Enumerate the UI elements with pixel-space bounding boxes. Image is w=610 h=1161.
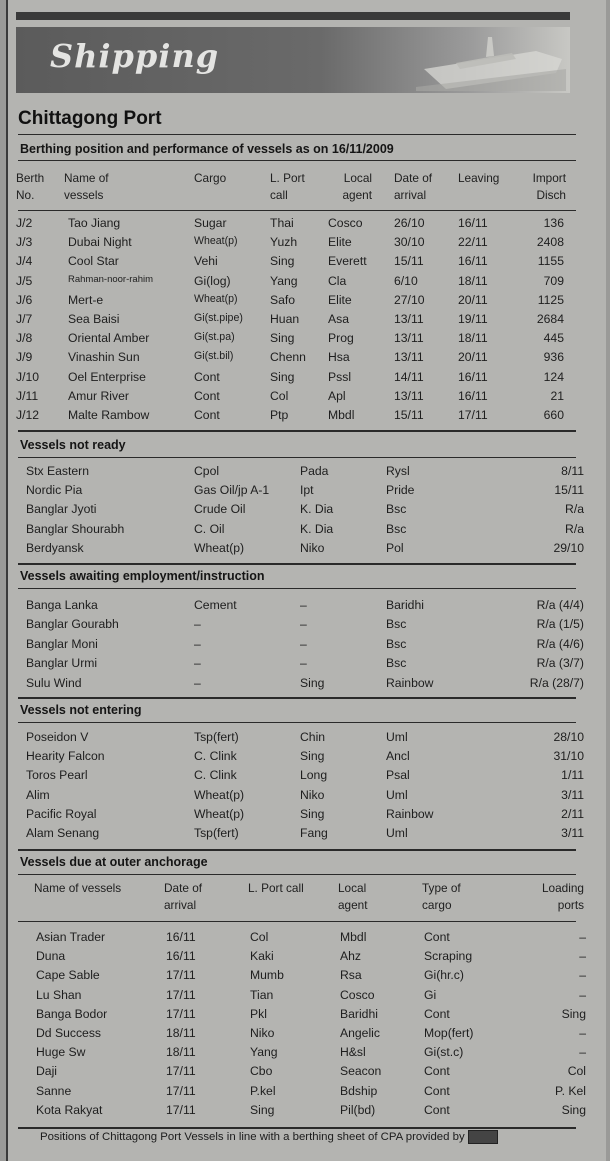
outer-cell-name: Dd Success bbox=[36, 1026, 102, 1040]
outer-cell-lport: Mumb bbox=[250, 968, 284, 983]
not_ready-cell-cargo: Gas Oil/jp A-1 bbox=[194, 483, 270, 498]
not_entering-cell-name: Alim bbox=[26, 787, 50, 802]
awaiting-cell-name: Banglar Gourabh bbox=[26, 617, 119, 632]
provider-logo-icon bbox=[468, 1130, 498, 1144]
divider bbox=[18, 210, 576, 211]
divider bbox=[18, 563, 576, 565]
berthing-cell-import: 660 bbox=[543, 408, 564, 422]
berthing-cell-lport: Col bbox=[270, 388, 289, 403]
awaiting-cell-agent: Baridhi bbox=[386, 598, 424, 612]
not_entering-cell-lport: Sing bbox=[300, 749, 325, 764]
not_ready-cell-agent: Pride bbox=[386, 483, 415, 498]
not_entering-cell-lport: Long bbox=[300, 768, 328, 783]
awaiting-cell-date: R/a (28/7) bbox=[529, 675, 584, 690]
berthing-cell-arrival: 6/10 bbox=[394, 273, 418, 288]
berthing-cell-leaving: 19/11 bbox=[458, 312, 488, 326]
not_entering-cell-cargo: C. Clink bbox=[194, 749, 237, 764]
divider bbox=[18, 160, 576, 161]
outer-cell-arrival: 17/11 bbox=[166, 1064, 196, 1079]
not_entering-cell-agent: Ancl bbox=[386, 749, 410, 764]
berthing-cell-berth: J/6 bbox=[16, 292, 33, 307]
berthing-cell-leaving: 16/11 bbox=[458, 254, 488, 269]
awaiting-cell-agent: Rainbow bbox=[386, 675, 434, 690]
not_ready-cell-name: Stx Eastern bbox=[26, 464, 89, 478]
not_ready-cell-date: 29/10 bbox=[553, 540, 584, 555]
berthing-cell-arrival: 15/11 bbox=[394, 408, 424, 422]
berthing-cell-name: Cool Star bbox=[68, 254, 119, 269]
berthing-cell-agent: Everett bbox=[328, 254, 367, 269]
outer-cell-lport: Niko bbox=[250, 1026, 275, 1040]
berthing-cell-agent: Cla bbox=[328, 273, 347, 288]
header-vessel-name: Name of vessels bbox=[34, 881, 122, 895]
header-import-disch: Import Disch bbox=[532, 171, 566, 202]
outer-cell-arrival: 17/11 bbox=[166, 968, 196, 983]
not_ready-cell-date: R/a bbox=[565, 521, 584, 536]
outer-cell-loading: – bbox=[579, 949, 586, 964]
not_entering-cell-lport: Chin bbox=[300, 730, 326, 744]
awaiting-cell-agent: Bsc bbox=[386, 617, 407, 632]
berthing-cell-arrival: 26/10 bbox=[394, 216, 425, 230]
berthing-cell-name: Vinashin Sun bbox=[68, 350, 140, 365]
outer-cell-loading: Sing bbox=[561, 1102, 586, 1117]
berthing-cell-berth: J/4 bbox=[16, 254, 33, 269]
not_ready-cell-date: 15/11 bbox=[554, 483, 584, 498]
not_entering-cell-date: 2/11 bbox=[561, 806, 584, 821]
header-leaving: Leaving bbox=[458, 171, 500, 185]
header-cargo: Cargo bbox=[194, 171, 227, 185]
berthing-cell-lport: Yang bbox=[270, 273, 298, 288]
berthing-cell-name: Oel Enterprise bbox=[68, 369, 146, 384]
berthing-cell-cargo: Cont bbox=[194, 388, 220, 403]
outer-cell-name: Daji bbox=[36, 1064, 57, 1079]
berthing-cell-agent: Apl bbox=[328, 388, 346, 403]
berthing-cell-cargo: Gi(st.bil) bbox=[194, 350, 234, 363]
outer-cell-lport: Cbo bbox=[250, 1064, 273, 1079]
footer-text: Positions of Chittagong Port Vessels in line with a berthing sheet of CPA provided by bbox=[40, 1131, 465, 1144]
berthing-cell-import: 2408 bbox=[536, 235, 564, 250]
awaiting-cell-lport: – bbox=[300, 636, 307, 651]
berthing-cell-arrival: 13/11 bbox=[394, 312, 424, 326]
divider bbox=[18, 849, 576, 851]
berthing-cell-arrival: 30/10 bbox=[394, 235, 425, 250]
berthing-cell-agent: Elite bbox=[328, 292, 352, 307]
outer-cell-agent: Bdship bbox=[340, 1083, 378, 1098]
berthing-cell-lport: Sing bbox=[270, 254, 295, 269]
outer-cell-agent: Mbdl bbox=[340, 930, 367, 944]
berthing-cell-import: 136 bbox=[543, 216, 564, 230]
not_entering-cell-date: 31/10 bbox=[553, 749, 584, 764]
not_entering-cell-agent: Rainbow bbox=[386, 806, 434, 821]
berthing-cell-berth: J/3 bbox=[16, 235, 33, 250]
awaiting-cell-cargo: – bbox=[194, 675, 201, 690]
outer-cell-agent: Baridhi bbox=[340, 1006, 378, 1021]
divider bbox=[18, 430, 576, 432]
not_ready-cell-agent: Bsc bbox=[386, 521, 407, 536]
not_ready-cell-lport: K. Dia bbox=[300, 502, 334, 517]
outer-cell-lport: Sing bbox=[250, 1102, 275, 1117]
not_entering-cell-name: Alam Senang bbox=[26, 826, 100, 840]
not_entering-cell-cargo: Tsp(fert) bbox=[194, 826, 239, 840]
not_entering-cell-cargo: Wheat(p) bbox=[194, 787, 245, 802]
header-local-agent: Local agent bbox=[338, 881, 368, 912]
outer-cell-arrival: 17/11 bbox=[166, 1006, 196, 1021]
berthing-cell-name: Malte Rambow bbox=[68, 408, 150, 422]
outer-cell-loading: – bbox=[579, 930, 586, 944]
berthing-cell-leaving: 16/11 bbox=[458, 369, 488, 384]
not_entering-cell-agent: Uml bbox=[386, 826, 408, 840]
header-arrival: Date of arrival bbox=[164, 881, 203, 912]
not_ready-cell-date: 8/11 bbox=[561, 464, 584, 478]
berthing-cell-lport: Huan bbox=[270, 312, 300, 326]
outer-cell-loading: – bbox=[579, 987, 586, 1002]
header-berth: Berth No. bbox=[16, 171, 45, 202]
berthing-cell-name: Rahman-noor-rahim bbox=[68, 273, 154, 285]
awaiting-cell-date: R/a (4/6) bbox=[536, 636, 584, 651]
berthing-cell-agent: Hsa bbox=[328, 350, 350, 365]
outer-cell-arrival: 17/11 bbox=[166, 987, 196, 1002]
awaiting-cell-cargo: Cement bbox=[194, 598, 237, 612]
outer-cell-agent: Pil(bd) bbox=[340, 1102, 376, 1117]
berthing-cell-arrival: 13/11 bbox=[394, 331, 424, 346]
outer-cell-type: Cont bbox=[424, 1006, 450, 1021]
awaiting-cell-cargo: – bbox=[194, 617, 201, 632]
not_entering-cell-agent: Psal bbox=[386, 768, 410, 783]
not_entering-cell-name: Toros Pearl bbox=[26, 768, 88, 783]
outer-cell-lport: Kaki bbox=[250, 949, 274, 964]
outer-cell-name: Asian Trader bbox=[36, 930, 106, 944]
outer-cell-lport: Col bbox=[250, 930, 269, 944]
berthing-cell-leaving: 20/11 bbox=[458, 292, 488, 307]
not_entering-cell-date: 3/11 bbox=[561, 787, 584, 802]
berthing-cell-berth: J/10 bbox=[16, 369, 40, 384]
outer-cell-type: Cont bbox=[424, 930, 450, 944]
awaiting-section-title: Vessels awaiting employment/instruction bbox=[20, 569, 265, 583]
outer-cell-name: Kota Rakyat bbox=[36, 1102, 103, 1117]
outer-cell-name: Sanne bbox=[36, 1083, 72, 1098]
not_ready-cell-name: Berdyansk bbox=[26, 540, 84, 555]
not_ready-cell-cargo: Wheat(p) bbox=[194, 540, 245, 555]
berthing-cell-import: 709 bbox=[543, 273, 564, 288]
awaiting-cell-date: R/a (3/7) bbox=[536, 656, 584, 671]
berthing-cell-lport: Thai bbox=[270, 216, 294, 230]
berthing-cell-cargo: Wheat(p) bbox=[194, 292, 238, 305]
outer-cell-type: Mop(fert) bbox=[424, 1026, 474, 1040]
berthing-cell-leaving: 17/11 bbox=[458, 408, 488, 422]
outer-cell-arrival: 16/11 bbox=[166, 949, 196, 964]
berthing-cell-lport: Chenn bbox=[270, 350, 306, 365]
berthing-cell-berth: J/7 bbox=[16, 312, 33, 326]
not_entering-cell-name: Poseidon V bbox=[26, 730, 89, 744]
berthing-cell-leaving: 16/11 bbox=[458, 216, 488, 230]
not_ready-cell-lport: Niko bbox=[300, 540, 325, 555]
berthing-cell-cargo: Gi(st.pa) bbox=[194, 331, 235, 344]
divider bbox=[18, 722, 576, 723]
port-title: Chittagong Port bbox=[18, 108, 162, 129]
outer-cell-agent: Rsa bbox=[340, 968, 362, 983]
header-arrival: Date of arrival bbox=[394, 171, 433, 202]
berthing-cell-leaving: 20/11 bbox=[458, 350, 488, 365]
top-bar bbox=[16, 12, 570, 20]
not_ready-cell-agent: Pol bbox=[386, 540, 404, 555]
berthing-cell-arrival: 14/11 bbox=[394, 369, 424, 384]
divider bbox=[18, 588, 576, 589]
awaiting-cell-cargo: – bbox=[194, 636, 201, 651]
outer-cell-agent: H&sl bbox=[340, 1045, 366, 1060]
awaiting-cell-agent: Bsc bbox=[386, 636, 407, 651]
not_entering-cell-date: 1/11 bbox=[561, 768, 584, 783]
berthing-cell-lport: Sing bbox=[270, 369, 295, 384]
outer-cell-loading: Col bbox=[567, 1064, 586, 1079]
awaiting-cell-name: Banglar Moni bbox=[26, 636, 98, 651]
outer-cell-type: Scraping bbox=[424, 949, 473, 964]
header-l-port: L. Port call bbox=[248, 881, 304, 895]
not_entering-cell-name: Hearity Falcon bbox=[26, 749, 105, 764]
berthing-cell-cargo: Wheat(p) bbox=[194, 235, 238, 248]
not_entering-cell-date: 3/11 bbox=[561, 826, 584, 840]
outer-cell-loading: – bbox=[579, 1026, 586, 1040]
berthing-cell-name: Oriental Amber bbox=[68, 331, 150, 346]
outer-cell-type: Gi(st.c) bbox=[424, 1045, 464, 1060]
awaiting-cell-name: Banga Lanka bbox=[26, 598, 98, 612]
berthing-cell-lport: Sing bbox=[270, 331, 295, 346]
berthing-cell-name: Tao Jiang bbox=[68, 216, 121, 230]
not_entering-cell-agent: Uml bbox=[386, 730, 408, 744]
berthing-cell-cargo: Gi(log) bbox=[194, 273, 231, 288]
header-loading-ports: Loading ports bbox=[542, 881, 584, 912]
not_ready-cell-name: Nordic Pia bbox=[26, 483, 83, 498]
not_ready-cell-cargo: C. Oil bbox=[194, 521, 225, 536]
berthing-cell-import: 936 bbox=[543, 350, 564, 365]
not_ready-cell-cargo: Cpol bbox=[194, 464, 220, 478]
awaiting-cell-lport: – bbox=[300, 598, 307, 612]
berthing-cell-leaving: 18/11 bbox=[458, 331, 488, 346]
not_ready-cell-agent: Rysl bbox=[386, 464, 410, 478]
outer-cell-name: Banga Bodor bbox=[36, 1006, 108, 1021]
berthing-cell-agent: Elite bbox=[328, 235, 352, 250]
outer-cell-agent: Seacon bbox=[340, 1064, 382, 1079]
berthing-cell-arrival: 27/10 bbox=[394, 292, 425, 307]
not_ready-section-title: Vessels not ready bbox=[20, 438, 126, 452]
berthing-cell-import: 1155 bbox=[537, 254, 564, 269]
berthing-cell-cargo: Gi(st.pipe) bbox=[194, 312, 243, 324]
not_entering-cell-date: 28/10 bbox=[553, 730, 584, 744]
outer-cell-agent: Ahz bbox=[340, 949, 362, 964]
berthing-section-title: Berthing position and performance of vessels as on 16/11/2009 bbox=[20, 142, 394, 156]
berthing-cell-berth: J/9 bbox=[16, 350, 33, 365]
outer-cell-arrival: 18/11 bbox=[166, 1026, 196, 1040]
outer-cell-arrival: 18/11 bbox=[166, 1045, 196, 1060]
berthing-cell-name: Amur River bbox=[68, 388, 129, 403]
banner-title: Shipping bbox=[50, 37, 220, 75]
not_entering-cell-cargo: Wheat(p) bbox=[194, 806, 245, 821]
divider bbox=[18, 921, 576, 922]
berthing-cell-name: Sea Baisi bbox=[68, 312, 120, 326]
not_entering-cell-cargo: Tsp(fert) bbox=[194, 730, 239, 744]
outer-cell-lport: P.kel bbox=[250, 1083, 276, 1098]
outer-cell-arrival: 16/11 bbox=[166, 930, 196, 944]
outer-section-title: Vessels due at outer anchorage bbox=[20, 855, 208, 869]
berthing-cell-agent: Asa bbox=[328, 312, 350, 326]
berthing-cell-leaving: 16/11 bbox=[458, 388, 488, 403]
not_entering-cell-cargo: C. Clink bbox=[194, 768, 237, 783]
berthing-cell-lport: Yuzh bbox=[270, 235, 298, 250]
outer-cell-lport: Yang bbox=[250, 1045, 278, 1060]
berthing-cell-lport: Safo bbox=[270, 292, 296, 307]
berthing-cell-import: 2684 bbox=[536, 312, 564, 326]
berthing-cell-arrival: 13/11 bbox=[394, 350, 424, 365]
berthing-cell-name: Mert-e bbox=[68, 292, 104, 307]
berthing-cell-cargo: Cont bbox=[194, 408, 220, 422]
berthing-cell-cargo: Cont bbox=[194, 369, 220, 384]
outer-cell-lport: Pkl bbox=[250, 1006, 267, 1021]
berthing-cell-arrival: 15/11 bbox=[394, 254, 424, 269]
outer-cell-type: Cont bbox=[424, 1102, 450, 1117]
divider bbox=[18, 1127, 576, 1129]
outer-cell-type: Gi(hr.c) bbox=[424, 968, 464, 983]
berthing-cell-import: 445 bbox=[543, 331, 564, 346]
outer-cell-name: Lu Shan bbox=[36, 987, 82, 1002]
header-vessel-name: Name of vessels bbox=[64, 171, 109, 202]
awaiting-cell-name: Banglar Urmi bbox=[26, 656, 98, 671]
berthing-cell-leaving: 22/11 bbox=[458, 235, 488, 250]
ship-illustration bbox=[416, 29, 566, 91]
berthing-cell-berth: J/5 bbox=[16, 273, 33, 288]
berthing-cell-leaving: 18/11 bbox=[458, 273, 488, 288]
outer-cell-loading: – bbox=[579, 968, 586, 983]
not_ready-cell-lport: K. Dia bbox=[300, 521, 334, 536]
outer-cell-loading: P. Kel bbox=[555, 1083, 586, 1098]
outer-cell-agent: Cosco bbox=[340, 987, 375, 1002]
outer-cell-lport: Tian bbox=[250, 987, 274, 1002]
berthing-cell-cargo: Sugar bbox=[194, 216, 227, 230]
awaiting-cell-date: R/a (4/4) bbox=[536, 598, 584, 612]
outer-cell-type: Cont bbox=[424, 1083, 450, 1098]
berthing-cell-berth: J/8 bbox=[16, 331, 33, 346]
awaiting-cell-cargo: – bbox=[194, 656, 201, 671]
berthing-cell-arrival: 13/11 bbox=[394, 388, 424, 403]
berthing-cell-berth: J/11 bbox=[16, 388, 39, 403]
divider bbox=[18, 457, 576, 458]
outer-cell-name: Huge Sw bbox=[36, 1045, 86, 1060]
divider bbox=[18, 874, 576, 875]
not_ready-cell-name: Banglar Shourabh bbox=[26, 521, 125, 536]
berthing-cell-agent: Pssl bbox=[328, 369, 352, 384]
newspaper-page bbox=[6, 0, 606, 1161]
not_ready-cell-lport: Ipt bbox=[300, 483, 314, 498]
not_entering-cell-lport: Niko bbox=[300, 787, 325, 802]
awaiting-cell-lport: – bbox=[300, 617, 307, 632]
awaiting-cell-agent: Bsc bbox=[386, 656, 407, 671]
berthing-cell-agent: Cosco bbox=[328, 216, 363, 230]
outer-cell-arrival: 17/11 bbox=[166, 1083, 196, 1098]
not_ready-cell-agent: Bsc bbox=[386, 502, 407, 517]
berthing-cell-berth: J/2 bbox=[16, 216, 33, 230]
berthing-cell-import: 1125 bbox=[537, 292, 564, 307]
awaiting-cell-lport: Sing bbox=[300, 675, 325, 690]
not_ready-cell-lport: Pada bbox=[300, 464, 329, 478]
section-banner bbox=[16, 27, 570, 93]
outer-cell-type: Gi bbox=[424, 987, 437, 1002]
header-l-port: L. Port call bbox=[270, 171, 305, 202]
not_entering-cell-name: Pacific Royal bbox=[26, 806, 97, 821]
not_ready-cell-name: Banglar Jyoti bbox=[26, 502, 97, 517]
awaiting-cell-date: R/a (1/5) bbox=[536, 617, 584, 632]
berthing-cell-agent: Prog bbox=[328, 331, 354, 346]
berthing-cell-import: 124 bbox=[543, 369, 564, 384]
source-footer bbox=[40, 1130, 498, 1144]
not_ready-cell-cargo: Crude Oil bbox=[194, 502, 246, 517]
not_entering-cell-lport: Fang bbox=[300, 826, 328, 840]
header-local-agent: Local agent bbox=[342, 171, 372, 202]
outer-cell-agent: Angelic bbox=[340, 1026, 380, 1040]
outer-cell-name: Duna bbox=[36, 949, 66, 964]
header-cargo-type: Type of cargo bbox=[422, 881, 461, 912]
divider bbox=[18, 697, 576, 699]
outer-cell-loading: Sing bbox=[561, 1006, 586, 1021]
berthing-cell-cargo: Vehi bbox=[194, 254, 218, 269]
outer-cell-arrival: 17/11 bbox=[166, 1102, 196, 1117]
berthing-cell-berth: J/12 bbox=[16, 408, 40, 422]
not_entering-cell-agent: Uml bbox=[386, 787, 408, 802]
outer-cell-name: Cape Sable bbox=[36, 968, 100, 983]
not_ready-cell-date: R/a bbox=[565, 502, 584, 517]
berthing-cell-name: Dubai Night bbox=[68, 235, 132, 250]
berthing-cell-agent: Mbdl bbox=[328, 408, 355, 422]
not_entering-section-title: Vessels not entering bbox=[20, 703, 142, 717]
berthing-cell-import: 21 bbox=[550, 388, 564, 403]
divider bbox=[18, 134, 576, 135]
berthing-cell-lport: Ptp bbox=[270, 408, 289, 422]
awaiting-cell-name: Sulu Wind bbox=[26, 675, 82, 690]
outer-cell-loading: – bbox=[579, 1045, 586, 1060]
not_entering-cell-lport: Sing bbox=[300, 806, 325, 821]
outer-cell-type: Cont bbox=[424, 1064, 450, 1079]
awaiting-cell-lport: – bbox=[300, 656, 307, 671]
